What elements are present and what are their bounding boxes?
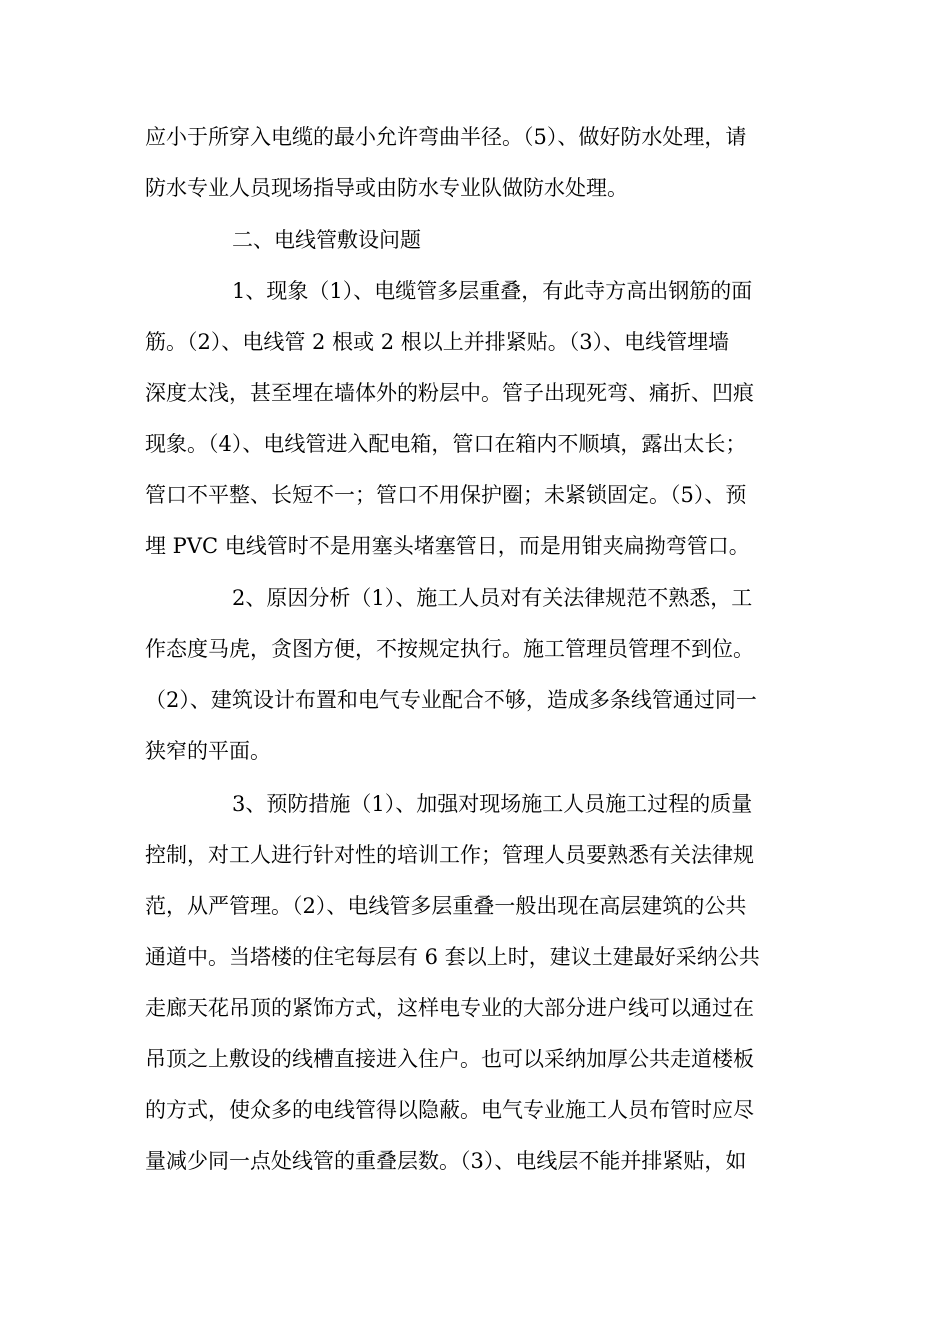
- section-heading: 二、电线管敷设问题: [232, 228, 421, 252]
- text-line: 埋 PVC 电线管时不是用塞头堵塞管日，而是用钳夹扁拗弯管口。: [145, 534, 750, 558]
- text-line: 现象。（4）、电线管进入配电箱，管口在箱内不顺填，露出太长；: [145, 432, 747, 456]
- text-line: 管口不平整、长短不一；管口不用保护圈；未紧锁固定。（5）、预: [145, 483, 747, 507]
- text-line: 吊顶之上敷设的线槽直接进入住户。也可以采纳加厚公共走道楼板: [145, 1047, 754, 1071]
- text-line: 通道中。当塔楼的住宅每层有 6 套以上时，建议土建最好采纳公共: [145, 945, 760, 969]
- text-line: 应小于所穿入电缆的最小允许弯曲半径。（5）、做好防水处理，请: [145, 125, 747, 149]
- text-line: 走廊天花吊顶的紧饰方式，这样电专业的大部分进户线可以通过在: [145, 996, 754, 1020]
- text-line: （2）、建筑设计布置和电气专业配合不够，造成多条线管通过同一: [145, 688, 757, 712]
- paragraph-start: 3、预防措施（1）、加强对现场施工人员施工过程的质量: [232, 792, 753, 816]
- paragraph-start: 2、原因分析（1）、施工人员对有关法律规范不熟悉，工: [232, 586, 753, 610]
- text-line: 作态度马虎，贪图方便，不按规定执行。施工管理员管理不到位。: [145, 637, 754, 661]
- text-line: 狭窄的平面。: [145, 739, 271, 763]
- text-line: 深度太浅，甚至埋在墙体外的粉层中。管子出现死弯、痛折、凹痕: [145, 381, 754, 405]
- text-line: 筋。（2）、电线管 2 根或 2 根以上并排紧贴。（3）、电线管埋墙: [145, 330, 730, 354]
- text-line: 量减少同一点处线管的重叠层数。（3）、电线层不能并排紧贴，如: [145, 1149, 747, 1173]
- text-line: 的方式，使众多的电线管得以隐蔽。电气专业施工人员布管时应尽: [145, 1098, 754, 1122]
- paragraph-start: 1、现象（1）、电缆管多层重叠，有此寺方高出钢筋的面: [232, 279, 753, 303]
- text-line: 范，从严管理。（2）、电线管多层重叠一般出现在高层建筑的公共: [145, 894, 747, 918]
- text-line: 控制，对工人进行针对性的培训工作；管理人员要熟悉有关法律规: [145, 843, 754, 867]
- text-line: 防水专业人员现场指导或由防水专业队做防水处理。: [145, 176, 628, 200]
